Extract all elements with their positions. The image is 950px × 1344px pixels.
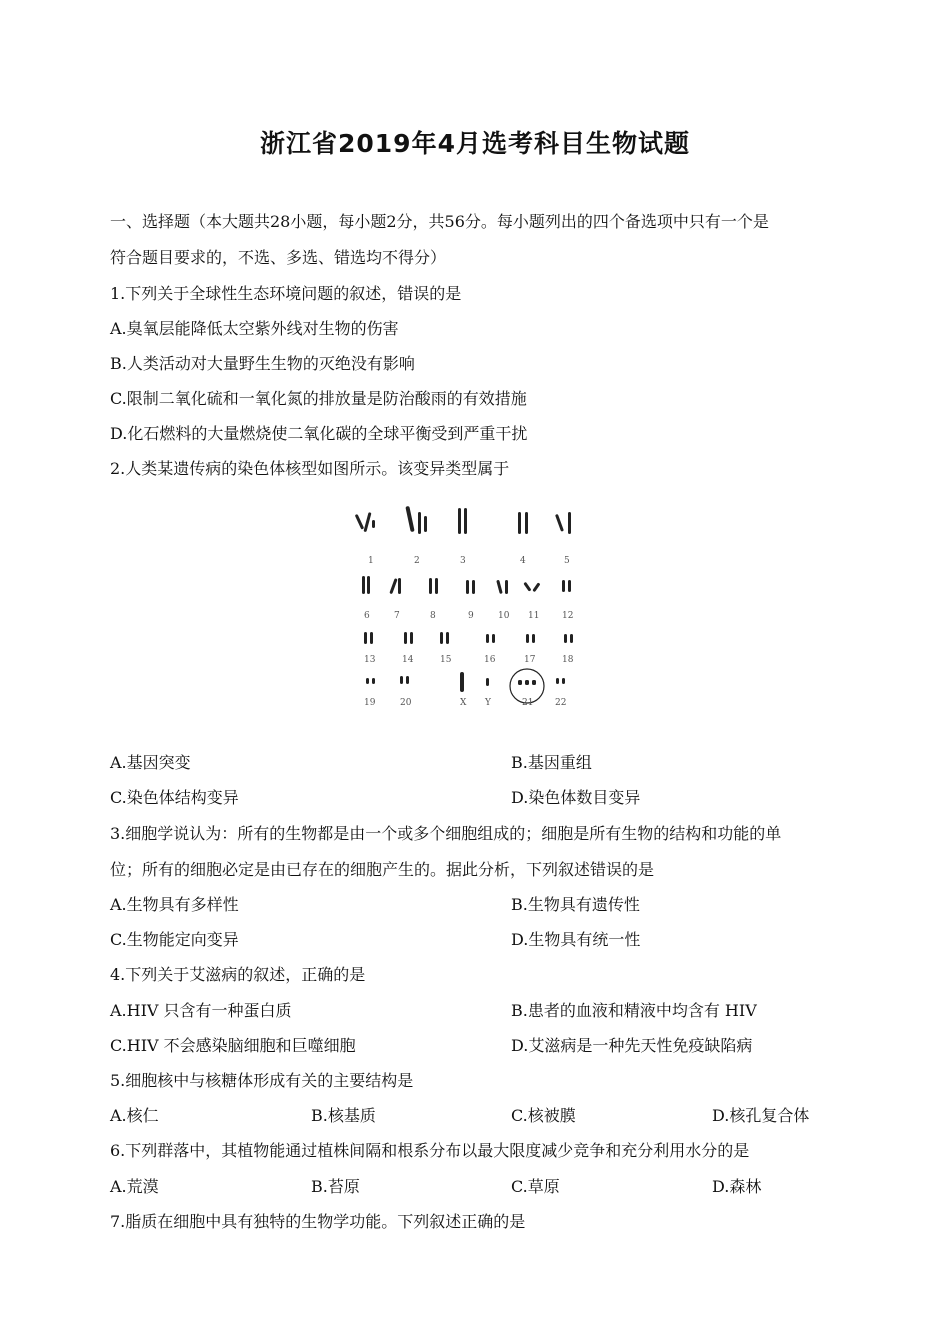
q1-stem: 1.下列关于全球性生态环境问题的叙述，错误的是 — [110, 284, 462, 303]
q6-stem: 6.下列群落中，其植物能通过植株间隔和根系分布以最大限度减少竞争和充分利用水分的是 — [110, 1141, 750, 1160]
karyotype-label: 2 — [414, 556, 420, 566]
karyotype-label: 5 — [564, 556, 570, 566]
karyotype-label: Y — [485, 698, 491, 708]
karyotype-label: 13 — [364, 655, 376, 665]
q4-stem: 4.下列关于艾滋病的叙述，正确的是 — [110, 965, 366, 984]
karyotype-label: 3 — [460, 556, 466, 566]
q3-option-a: A.生物具有多样性 — [110, 895, 239, 914]
q2-option-d: D.染色体数目变异 — [511, 788, 641, 807]
q5-option-a: A.核仁 — [110, 1106, 159, 1125]
chromosome-pairs-6-12 — [362, 576, 571, 594]
q1-option-c: C.限制二氧化硫和一氧化氮的排放量是防治酸雨的有效措施 — [110, 389, 527, 408]
q6-option-b: B.苔原 — [311, 1177, 360, 1196]
q3-option-b: B.生物具有遗传性 — [511, 895, 640, 914]
chromosome-pair-4 — [518, 512, 528, 534]
karyotype-label: 8 — [430, 611, 436, 621]
karyotype-label: 20 — [400, 698, 412, 708]
chromosome-pair-5 — [555, 512, 571, 534]
q5-option-b: B.核基质 — [311, 1106, 376, 1125]
q6-option-a: A.荒漠 — [110, 1177, 159, 1196]
q3-stem-line-2: 位；所有的细胞必定是由已存在的细胞产生的。据此分析，下列叙述错误的是 — [110, 860, 655, 879]
q1-option-d: D.化石燃料的大量燃烧使二氧化碳的全球平衡受到严重干扰 — [110, 424, 528, 443]
chromosome-pair-1 — [355, 512, 375, 532]
chromosome-pair-3 — [458, 508, 467, 534]
q5-option-d: D.核孔复合体 — [712, 1106, 810, 1125]
q7-stem: 7.脂质在细胞中具有独特的生物学功能。下列叙述正确的是 — [110, 1212, 526, 1231]
karyotype-label: 11 — [528, 611, 540, 621]
q6-option-c: C.草原 — [511, 1177, 560, 1196]
karyotype-label: 21 — [522, 698, 534, 708]
karyotype-label: 14 — [402, 655, 414, 665]
q4-option-c: C.HIV 不会感染脑细胞和巨噬细胞 — [110, 1036, 356, 1055]
q5-option-c: C.核被膜 — [511, 1106, 576, 1125]
karyotype-figure — [350, 500, 590, 715]
q2-option-b: B.基因重组 — [511, 753, 592, 772]
karyotype-label: 18 — [562, 655, 574, 665]
karyotype-label: 10 — [498, 611, 510, 621]
q4-option-b: B.患者的血液和精液中均含有 HIV — [511, 1001, 757, 1020]
karyotype-label: 7 — [394, 611, 400, 621]
karyotype-label: 9 — [468, 611, 474, 621]
karyotype-label: 12 — [562, 611, 574, 621]
q4-option-a: A.HIV 只含有一种蛋白质 — [110, 1001, 292, 1020]
q4-option-d: D.艾滋病是一种先天性免疫缺陷病 — [511, 1036, 753, 1055]
page-title: 浙江省2019年4月选考科目生物试题 — [260, 129, 690, 158]
q2-option-a: A.基因突变 — [110, 753, 191, 772]
karyotype-label: 15 — [440, 655, 452, 665]
section-instructions-line-1: 一、选择题（本大题共28小题，每小题2分，共56分。每小题列出的四个备选项中只有一个是 — [110, 212, 769, 231]
q3-stem-line-1: 3.细胞学说认为：所有的生物都是由一个或多个细胞组成的；细胞是所有生物的结构和功能的单 — [110, 824, 782, 843]
chromosome-pairs-13-18 — [364, 632, 573, 644]
q2-option-c: C.染色体结构变异 — [110, 788, 239, 807]
q1-option-b: B.人类活动对大量野生生物的灭绝没有影响 — [110, 354, 415, 373]
karyotype-label: 1 — [368, 556, 374, 566]
q3-option-d: D.生物具有统一性 — [511, 930, 641, 949]
q5-stem: 5.细胞核中与核糖体形成有关的主要结构是 — [110, 1071, 414, 1090]
q2-stem: 2.人类某遗传病的染色体核型如图所示。该变异类型属于 — [110, 459, 510, 478]
section-instructions-line-2: 符合题目要求的，不选、多选、错选均不得分） — [110, 248, 447, 267]
karyotype-label: 6 — [364, 611, 370, 621]
karyotype-label: 17 — [524, 655, 536, 665]
karyotype-label: 19 — [364, 698, 376, 708]
karyotype-label: 16 — [484, 655, 496, 665]
karyotype-label: 4 — [520, 556, 526, 566]
q6-option-d: D.森林 — [712, 1177, 762, 1196]
karyotype-label: X — [460, 698, 467, 708]
q3-option-c: C.生物能定向变异 — [110, 930, 239, 949]
q1-option-a: A.臭氧层能降低太空紫外线对生物的伤害 — [110, 319, 399, 338]
chromosome-pair-2 — [405, 506, 427, 534]
karyotype-label: 22 — [555, 698, 567, 708]
